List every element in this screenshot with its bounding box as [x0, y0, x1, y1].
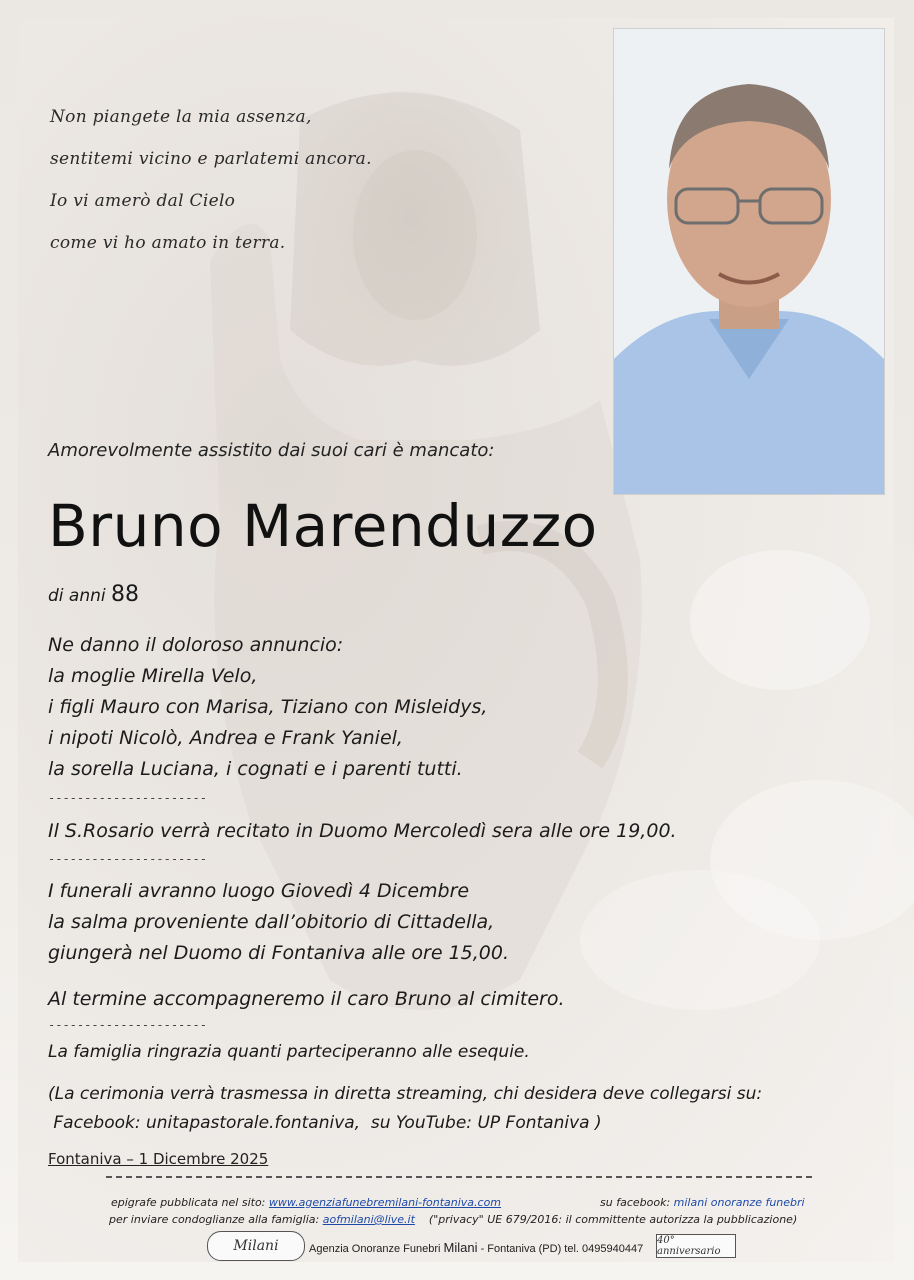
announcement-line: i nipoti Nicolò, Andrea e Frank Yaniel, — [48, 727, 403, 749]
publication-date: Fontaniva – 1 Dicembre 2025 — [48, 1150, 269, 1168]
announcement-block — [48, 630, 487, 785]
quote-line: Non piangete la mia assenza, — [50, 107, 312, 127]
age-line — [48, 582, 139, 607]
footer-divider — [106, 1176, 812, 1178]
site-label: epigrafe pubblicata nel sito: — [111, 1196, 266, 1209]
site-credit — [111, 1196, 501, 1209]
announcement-line: i figli Mauro con Marisa, Tiziano con Misleidys, — [48, 696, 488, 718]
agency-name: Milani — [443, 1240, 478, 1255]
funeral-line: giungerà nel Duomo di Fontaniva alle ore 15,00. — [48, 942, 510, 964]
funeral-line: la salma proveniente dall’obitorio di Cittadella, — [48, 911, 495, 933]
site-link[interactable]: www.agenziafunebremilani-fontaniva.com — [268, 1196, 502, 1209]
announcement-line: la moglie Mirella Velo, — [48, 665, 258, 687]
agency-prefix: Agenzia Onoranze Funebri — [309, 1243, 441, 1255]
streaming-notice — [48, 1080, 762, 1138]
quote-line: sentitemi vicino e parlatemi ancora. — [50, 149, 372, 169]
facebook-credit — [600, 1196, 805, 1209]
separator: ---------------------- — [48, 1018, 207, 1032]
announcement-line: la sorella Luciana, i cognati e i parenti tutti. — [48, 758, 463, 780]
intro-line: Amorevolmente assistito dai suoi cari è mancato: — [48, 440, 495, 461]
quote-line: Io vi amerò dal Cielo — [50, 191, 236, 211]
quote-line: come vi ho amato in terra. — [50, 233, 286, 253]
announcement-line: Ne danno il doloroso annuncio: — [48, 634, 344, 656]
portrait-illustration — [614, 29, 884, 494]
facebook-label: su facebook: — [600, 1196, 671, 1209]
deceased-portrait-photo — [613, 28, 885, 495]
agency-contact: - Fontaniva (PD) tel. 0495940447 — [480, 1243, 644, 1255]
agency-info — [309, 1240, 643, 1255]
epigraph-quote — [50, 96, 372, 264]
streaming-line: Facebook: unitapastorale.fontaniva, su YouTube: UP Fontaniva ) — [48, 1113, 602, 1133]
funeral-line: I funerali avranno luogo Giovedì 4 Dicembre — [48, 880, 470, 902]
age-prefix: di anni — [48, 586, 106, 606]
separator: ---------------------- — [48, 852, 207, 866]
separator: ---------------------- — [48, 791, 207, 805]
badge-text: 40° anniversario — [657, 1235, 721, 1257]
email-link[interactable]: aofmilani@live.it — [322, 1213, 415, 1226]
age-value: 88 — [111, 582, 140, 607]
thanks-notice: La famiglia ringrazia quanti parteciperanno alle esequie. — [48, 1042, 530, 1062]
condolence-credit — [109, 1213, 797, 1226]
condolence-label: per inviare condoglianze alla famiglia: — [109, 1213, 320, 1226]
streaming-line: (La cerimonia verrà trasmessa in diretta streaming, chi desidera deve collegarsi su: — [48, 1084, 763, 1104]
privacy-notice: ("privacy" UE 679/2016: il committente autorizza la pubblicazione) — [428, 1213, 798, 1226]
facebook-link[interactable]: milani onoranze funebri — [673, 1196, 805, 1209]
funeral-block — [48, 876, 509, 969]
cemetery-notice: Al termine accompagneremo il caro Bruno al cimitero. — [48, 988, 565, 1010]
anniversary-badge — [656, 1234, 736, 1258]
rosary-notice: Il S.Rosario verrà recitato in Duomo Mercoledì sera alle ore 19,00. — [48, 820, 677, 842]
logo-text: Milani — [233, 1238, 279, 1254]
agency-logo — [207, 1231, 305, 1261]
deceased-name: Bruno Marenduzzo — [48, 492, 598, 560]
